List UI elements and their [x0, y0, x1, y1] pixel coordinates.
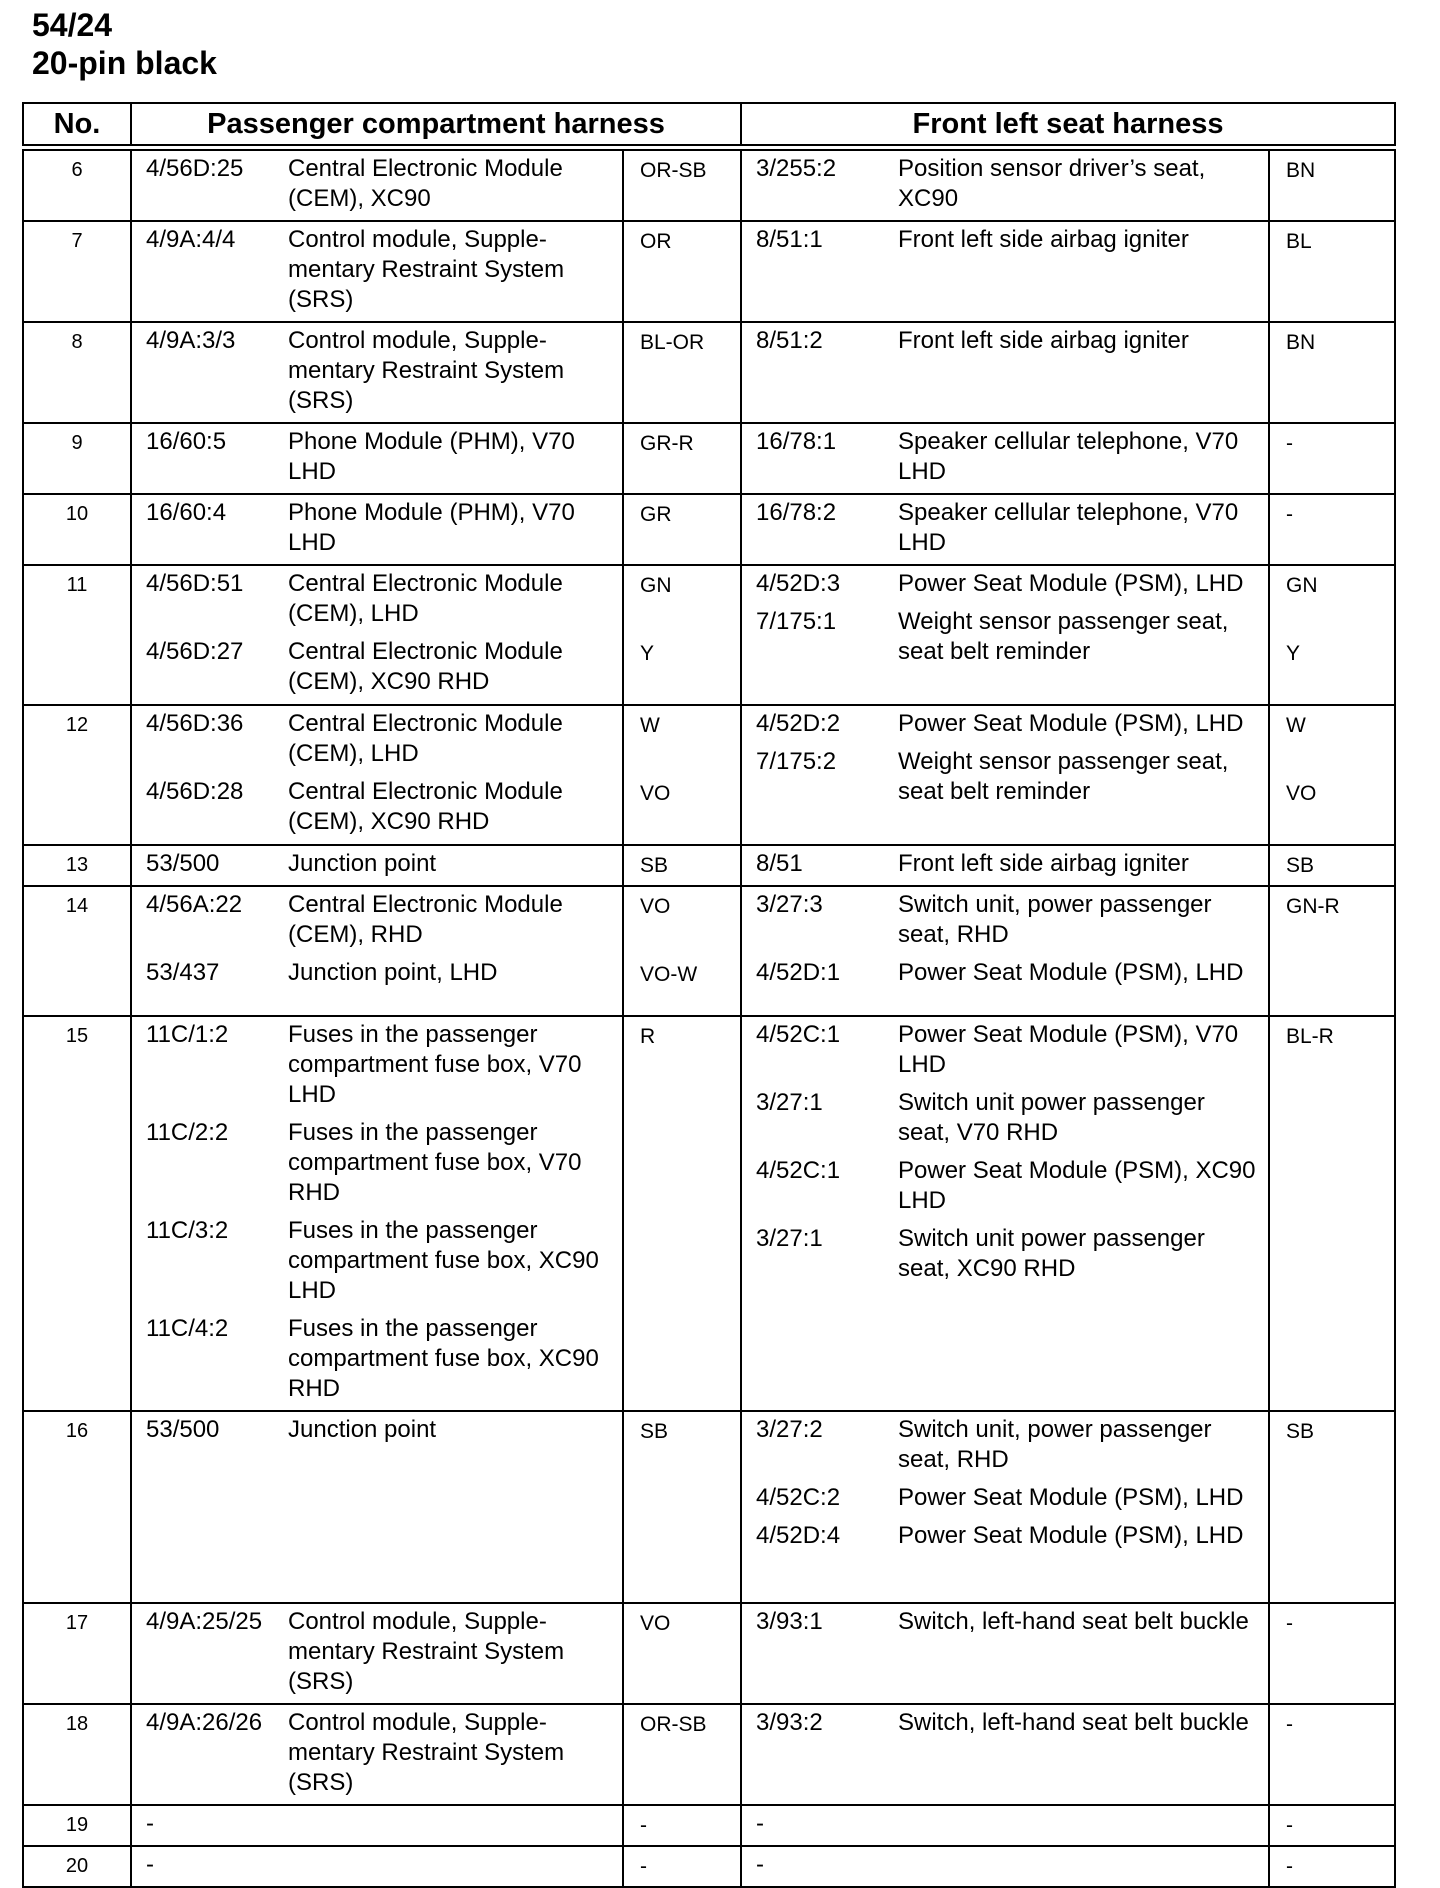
- component-description: Power Seat Module (PSM), LHD: [898, 1522, 1244, 1549]
- seat-harness-cell: [741, 565, 1269, 705]
- table-row: [23, 886, 1395, 1016]
- connector-pin: 4/56D:51: [146, 570, 244, 597]
- component-description: Position sensor driver’s seat, XC90: [898, 155, 1206, 212]
- wire-color: SB: [1269, 1411, 1395, 1603]
- passenger-harness-cell: [131, 1016, 623, 1411]
- table-row: [23, 1411, 1395, 1603]
- connector-pin: 53/437: [146, 959, 220, 986]
- pin-number: 19: [23, 1805, 131, 1846]
- wire-color-value: GN: [1286, 574, 1318, 597]
- passenger-harness-cell: [131, 565, 623, 705]
- table-row: [23, 494, 1395, 565]
- component-description: [288, 1809, 622, 1839]
- component-description: Central Electronic Module (CEM), RHD: [288, 891, 563, 948]
- wire-color-value: W: [1286, 714, 1306, 737]
- seat-harness-cell: [741, 494, 1269, 565]
- table-row: [23, 1805, 1395, 1846]
- table-row: [23, 1704, 1395, 1805]
- connector-pin: 8/51:2: [756, 327, 823, 354]
- wire-color: -: [1269, 423, 1395, 494]
- connection-entry: [742, 154, 1268, 214]
- pin-number: 7: [23, 221, 131, 322]
- connection-entry: [742, 1156, 1268, 1216]
- component-description: Power Seat Module (PSM), V70 LHD: [898, 1021, 1239, 1078]
- connector-pin-table: [22, 102, 1396, 1888]
- connector-pin: -: [756, 1851, 764, 1878]
- seat-harness-cell: [741, 1411, 1269, 1603]
- component-description: Switch unit power passenger seat, V70 RHD: [898, 1089, 1205, 1146]
- component-description: Front left side airbag igniter: [898, 226, 1189, 253]
- connection-entry: [132, 1708, 622, 1798]
- wire-color: R: [623, 1016, 741, 1411]
- wire-color: -: [623, 1805, 741, 1846]
- connection-entry: [742, 225, 1268, 255]
- wire-color: OR-SB: [623, 1704, 741, 1805]
- passenger-harness-cell: [131, 221, 623, 322]
- wire-color: -: [1269, 494, 1395, 565]
- connection-entry: [742, 1521, 1268, 1551]
- wire-color: [1269, 705, 1395, 845]
- wire-color-value: VO: [640, 895, 671, 918]
- component-description: Power Seat Module (PSM), LHD: [898, 570, 1244, 597]
- connection-entry: [742, 709, 1268, 739]
- connection-entry: [132, 498, 622, 558]
- connector-pin: 4/9A:25/25: [146, 1608, 263, 1635]
- component-description: Central Electronic Module (CEM), LHD: [288, 710, 563, 767]
- wire-color: -: [1269, 1603, 1395, 1704]
- table-row: [23, 1603, 1395, 1704]
- component-description: Control module, Supple-mentary Restraint System (SRS): [288, 1709, 565, 1796]
- connection-entry: [132, 225, 622, 315]
- connector-pin: 11C/4:2: [146, 1315, 229, 1342]
- connection-entry: [132, 1415, 622, 1445]
- component-description: Control module, Supple-mentary Restraint System (SRS): [288, 327, 565, 414]
- wire-color: [623, 886, 741, 1016]
- component-description: Switch, left-hand seat belt buckle: [898, 1709, 1249, 1736]
- passenger-harness-cell: [131, 423, 623, 494]
- connector-pin: 16/60:5: [146, 428, 227, 455]
- seat-harness-cell: [741, 845, 1269, 886]
- component-description: Switch, left-hand seat belt buckle: [898, 1608, 1249, 1635]
- connection-entry: [742, 1850, 1268, 1880]
- component-description: [288, 1850, 622, 1880]
- component-description: [898, 1850, 1268, 1880]
- connection-entry: [132, 569, 622, 629]
- connection-entry: [742, 1809, 1268, 1839]
- wire-color: -: [1269, 1846, 1395, 1887]
- connection-entry: [132, 958, 622, 988]
- connection-entry: [132, 1850, 622, 1880]
- connection-entry: [132, 890, 622, 950]
- connector-id: 54/24: [32, 7, 113, 43]
- component-description: Switch unit, power passenger seat, RHD: [898, 1416, 1212, 1473]
- connection-entry: [132, 427, 622, 487]
- component-description: Switch unit, power passenger seat, RHD: [898, 891, 1212, 948]
- table-row: [23, 322, 1395, 423]
- wire-color-value: VO: [1286, 782, 1317, 805]
- seat-harness-cell: [741, 322, 1269, 423]
- table-row: [23, 1016, 1395, 1411]
- seat-harness-cell: [741, 1805, 1269, 1846]
- wire-color: BN: [1269, 322, 1395, 423]
- wire-color-value: GN: [640, 574, 672, 597]
- connection-entry: [742, 1607, 1268, 1637]
- wire-color: SB: [623, 1411, 741, 1603]
- wire-color-value: Y: [1286, 642, 1301, 665]
- wire-color: [1269, 565, 1395, 705]
- connector-pin: 11C/2:2: [146, 1119, 229, 1146]
- seat-harness-cell: [741, 1846, 1269, 1887]
- wire-color: [623, 705, 741, 845]
- connector-pin: 3/27:1: [756, 1089, 823, 1116]
- component-description: Central Electronic Module (CEM), XC90 RHD: [288, 638, 563, 695]
- connector-pin: -: [146, 1810, 154, 1837]
- pin-number: 8: [23, 322, 131, 423]
- connection-entry: [132, 709, 622, 769]
- connector-pin: 8/51: [756, 850, 803, 877]
- connector-pin: 16/60:4: [146, 499, 227, 526]
- connector-pin: 4/56D:36: [146, 710, 244, 737]
- component-description: Switch unit power passenger seat, XC90 RHD: [898, 1225, 1205, 1282]
- connection-entry: [742, 849, 1268, 879]
- wire-color: GR-R: [623, 423, 741, 494]
- connector-pin: 4/52D:2: [756, 710, 841, 737]
- table-row: [23, 148, 1395, 222]
- wire-color: BN: [1269, 148, 1395, 222]
- wire-color: -: [1269, 1704, 1395, 1805]
- connector-heading: [32, 6, 217, 82]
- pin-number: 12: [23, 705, 131, 845]
- pin-number: 10: [23, 494, 131, 565]
- wire-color: -: [1269, 1805, 1395, 1846]
- passenger-harness-cell: [131, 886, 623, 1016]
- connector-pin: 7/175:2: [756, 748, 837, 775]
- wire-color-value: VO-W: [640, 963, 698, 986]
- component-description: Front left side airbag igniter: [898, 850, 1189, 877]
- wire-color: -: [623, 1846, 741, 1887]
- seat-harness-cell: [741, 1603, 1269, 1704]
- component-description: Weight sensor passenger seat, seat belt reminder: [898, 608, 1229, 665]
- component-description: Front left side airbag igniter: [898, 327, 1189, 354]
- component-description: Weight sensor passenger seat, seat belt reminder: [898, 748, 1229, 805]
- component-description: Fuses in the passenger compartment fuse box, XC90 LHD: [288, 1217, 599, 1304]
- component-description: Central Electronic Module (CEM), XC90 RHD: [288, 778, 563, 835]
- table-row: [23, 221, 1395, 322]
- component-description: Junction point, LHD: [288, 959, 498, 986]
- wire-color: OR: [623, 221, 741, 322]
- connection-entry: [132, 1020, 622, 1110]
- connection-entry: [742, 607, 1268, 667]
- component-description: Control module, Supple-mentary Restraint System (SRS): [288, 226, 565, 313]
- passenger-harness-cell: [131, 1704, 623, 1805]
- component-description: Fuses in the passenger compartment fuse box, V70 RHD: [288, 1119, 582, 1206]
- connection-entry: [742, 326, 1268, 356]
- connector-pin: 4/52D:4: [756, 1522, 841, 1549]
- table-header-row: [23, 103, 1395, 148]
- seat-harness-cell: [741, 886, 1269, 1016]
- connector-pin: 4/9A:3/3: [146, 327, 236, 354]
- connector-pin: 3/27:2: [756, 1416, 823, 1443]
- wire-color-value: VO: [640, 782, 671, 805]
- component-description: Phone Module (PHM), V70 LHD: [288, 428, 575, 485]
- connector-pin: 4/52C:2: [756, 1484, 841, 1511]
- connection-entry: [132, 326, 622, 416]
- passenger-harness-cell: [131, 494, 623, 565]
- pin-number: 11: [23, 565, 131, 705]
- connector-pin: -: [146, 1851, 154, 1878]
- wire-color: GN-R: [1269, 886, 1395, 1016]
- passenger-harness-cell: [131, 1846, 623, 1887]
- seat-harness-cell: [741, 423, 1269, 494]
- component-description: Control module, Supple-mentary Restraint System (SRS): [288, 1608, 565, 1695]
- connector-pin: 4/56D:25: [146, 155, 244, 182]
- connector-pin: 3/93:2: [756, 1709, 823, 1736]
- connection-entry: [132, 777, 622, 837]
- connection-entry: [742, 569, 1268, 599]
- connector-pin: 4/56D:27: [146, 638, 244, 665]
- connection-entry: [132, 1607, 622, 1697]
- connection-entry: [742, 1088, 1268, 1148]
- component-description: Central Electronic Module (CEM), LHD: [288, 570, 563, 627]
- connection-entry: [132, 1216, 622, 1306]
- component-description: Power Seat Module (PSM), LHD: [898, 1484, 1244, 1511]
- connector-pin: 3/27:3: [756, 891, 823, 918]
- connection-entry: [132, 1314, 622, 1404]
- component-description: Junction point: [288, 850, 437, 877]
- passenger-harness-cell: [131, 1411, 623, 1603]
- wire-color-value: W: [640, 714, 660, 737]
- wire-color: SB: [623, 845, 741, 886]
- wire-color: VO: [623, 1603, 741, 1704]
- passenger-harness-cell: [131, 322, 623, 423]
- connection-entry: [742, 1020, 1268, 1080]
- connector-pin: 16/78:2: [756, 499, 837, 526]
- component-description: Junction point: [288, 1416, 437, 1443]
- pin-number: 13: [23, 845, 131, 886]
- component-description: Fuses in the passenger compartment fuse box, XC90 RHD: [288, 1315, 599, 1402]
- passenger-harness-cell: [131, 1603, 623, 1704]
- connection-entry: [742, 958, 1268, 988]
- wire-color-value: Y: [640, 642, 655, 665]
- pin-number: 20: [23, 1846, 131, 1887]
- pin-number: 6: [23, 148, 131, 222]
- pin-number: 16: [23, 1411, 131, 1603]
- pin-number: 18: [23, 1704, 131, 1805]
- wire-color: GR: [623, 494, 741, 565]
- pin-number: 15: [23, 1016, 131, 1411]
- table-row: [23, 705, 1395, 845]
- connector-description: 20-pin black: [32, 45, 217, 81]
- connector-pin: 3/255:2: [756, 155, 837, 182]
- passenger-harness-cell: [131, 705, 623, 845]
- passenger-harness-cell: [131, 148, 623, 222]
- wire-color: BL-R: [1269, 1016, 1395, 1411]
- connector-pin: 3/93:1: [756, 1608, 823, 1635]
- passenger-harness-cell: [131, 845, 623, 886]
- connection-entry: [742, 427, 1268, 487]
- seat-harness-cell: [741, 148, 1269, 222]
- table-row: [23, 423, 1395, 494]
- connector-pin: 4/52D:3: [756, 570, 841, 597]
- connection-entry: [742, 747, 1268, 807]
- passenger-harness-cell: [131, 1805, 623, 1846]
- connector-pin: 4/52C:1: [756, 1021, 841, 1048]
- component-description: Speaker cellular telephone, V70 LHD: [898, 499, 1239, 556]
- connection-entry: [742, 498, 1268, 558]
- connection-entry: [132, 1809, 622, 1839]
- connector-pin: 7/175:1: [756, 608, 837, 635]
- connector-pin: 53/500: [146, 1416, 220, 1443]
- seat-harness-cell: [741, 1704, 1269, 1805]
- connector-pin: 4/56A:22: [146, 891, 243, 918]
- wire-color: OR-SB: [623, 148, 741, 222]
- connection-entry: [132, 1118, 622, 1208]
- table-row: [23, 845, 1395, 886]
- pin-number: 17: [23, 1603, 131, 1704]
- wire-color: BL-OR: [623, 322, 741, 423]
- connector-pin: 53/500: [146, 850, 220, 877]
- connector-pin: 8/51:1: [756, 226, 823, 253]
- connection-entry: [742, 1483, 1268, 1513]
- component-description: Fuses in the passenger compartment fuse box, V70 LHD: [288, 1021, 582, 1108]
- connector-pin: 4/9A:26/26: [146, 1709, 263, 1736]
- pin-number: 9: [23, 423, 131, 494]
- wire-color: SB: [1269, 845, 1395, 886]
- component-description: [898, 1809, 1268, 1839]
- connector-pin: 16/78:1: [756, 428, 837, 455]
- connector-pin: 4/56D:28: [146, 778, 244, 805]
- connection-entry: [132, 849, 622, 879]
- connector-pin: 3/27:1: [756, 1225, 823, 1252]
- connection-entry: [742, 890, 1268, 950]
- connection-entry: [132, 154, 622, 214]
- header-passenger-harness: Passenger compartment harness: [131, 103, 741, 148]
- header-seat-harness: Front left seat harness: [741, 103, 1395, 148]
- table-row: [23, 1846, 1395, 1887]
- connector-pin: 4/52C:1: [756, 1157, 841, 1184]
- wire-color: BL: [1269, 221, 1395, 322]
- connector-pin: -: [756, 1810, 764, 1837]
- component-description: Power Seat Module (PSM), LHD: [898, 959, 1244, 986]
- connector-pin: 11C/1:2: [146, 1021, 229, 1048]
- header-no: No.: [23, 103, 131, 148]
- wire-color: [623, 565, 741, 705]
- component-description: Power Seat Module (PSM), LHD: [898, 710, 1244, 737]
- connection-entry: [132, 637, 622, 697]
- table-row: [23, 565, 1395, 705]
- component-description: Power Seat Module (PSM), XC90 LHD: [898, 1157, 1256, 1214]
- seat-harness-cell: [741, 1016, 1269, 1411]
- seat-harness-cell: [741, 705, 1269, 845]
- connection-entry: [742, 1708, 1268, 1738]
- component-description: Phone Module (PHM), V70 LHD: [288, 499, 575, 556]
- connector-pin: 11C/3:2: [146, 1217, 229, 1244]
- connector-pin: 4/9A:4/4: [146, 226, 236, 253]
- component-description: Speaker cellular telephone, V70 LHD: [898, 428, 1239, 485]
- connector-pin: 4/52D:1: [756, 959, 841, 986]
- seat-harness-cell: [741, 221, 1269, 322]
- connection-entry: [742, 1415, 1268, 1475]
- connection-entry: [742, 1224, 1268, 1284]
- table-body: [23, 148, 1395, 1888]
- component-description: Central Electronic Module (CEM), XC90: [288, 155, 563, 212]
- pin-number: 14: [23, 886, 131, 1016]
